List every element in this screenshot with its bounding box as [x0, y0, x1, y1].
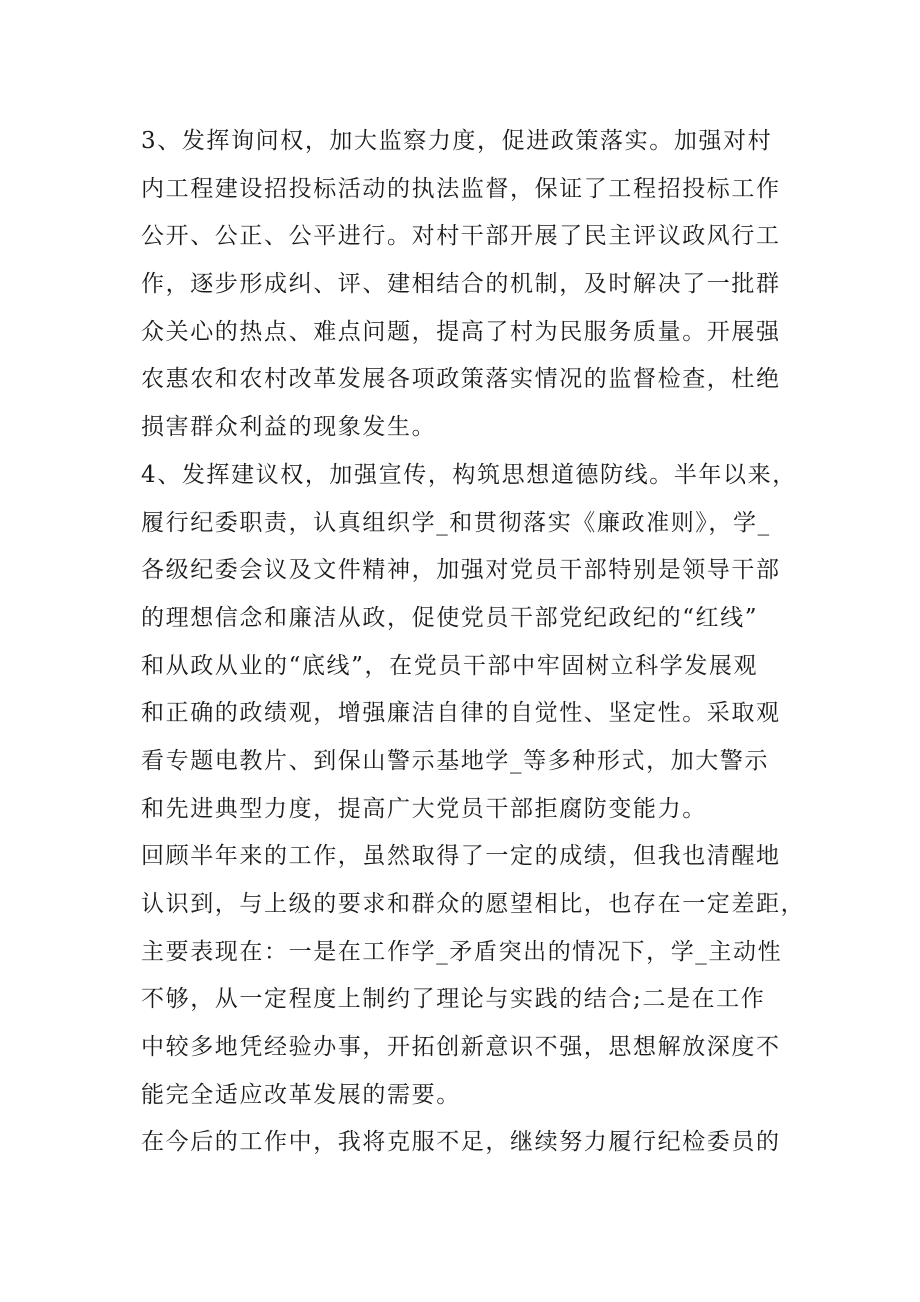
text-line: 3、发挥询问权，加大监察力度，促进政策落实。加强对村 [141, 128, 773, 154]
text-line: 各级纪委会议及文件精神，加强对党员干部特别是领导干部 [141, 557, 781, 584]
text-line: 认识到，与上级的要求和群众的愿望相比，也存在一定差距， [141, 891, 806, 917]
text-line: 能完全适应改革发展的需要。 [141, 1081, 461, 1108]
text-line: 农惠农和农村改革发展各项政策落实情况的监督检查，杜绝 [141, 366, 781, 393]
text-line: 4、发挥建议权，加强宣传，构筑思想道德防线。半年以来， [141, 461, 797, 488]
text-line: 和正确的政绩观，增强廉洁自律的自觉性、坚定性。采取观 [141, 700, 781, 727]
text-line: 看专题电教片、到保山警示基地学_等多种形式，加大警示 [141, 747, 770, 774]
text-line: 损害群众利益的现象发生。 [141, 414, 437, 441]
text-line: 内工程建设招投标活动的执法监督，保证了工程招投标工作 [141, 175, 781, 202]
text-line: 中较多地凭经验办事，开拓创新意识不强，思想解放深度不 [141, 1034, 781, 1061]
text-line: 公开、公正、公平进行。对村干部开展了民主评议政风行工 [141, 223, 781, 250]
text-line: 和从政从业的“底线”，在党员干部中牢固树立科学发展观 [141, 652, 759, 679]
text-line: 的理想信念和廉洁从政，促使党员干部党纪政纪的“红线” [141, 604, 759, 631]
text-line: 在今后的工作中，我将克服不足，继续努力履行纪检委员的 [141, 1129, 781, 1156]
text-line: 众关心的热点、难点问题，提高了村为民服务质量。开展强 [141, 318, 781, 345]
text-line: 履行纪委职责，认真组织学_和贯彻落实《廉政准则》，学_ [141, 509, 771, 536]
text-line: 不够，从一定程度上制约了理论与实践的结合;二是在工作 [141, 986, 766, 1013]
text-line: 作，逐步形成纠、评、建相结合的机制，及时解决了一批群 [141, 271, 781, 298]
text-line: 主要表现在：一是在工作学_矛盾突出的情况下，学_主动性 [141, 938, 783, 965]
document-body [141, 118, 806, 1167]
text-line: 回顾半年来的工作，虽然取得了一定的成绩，但我也清醒地 [141, 843, 781, 870]
text-line: 和先进典型力度，提高广大党员干部拒腐防变能力。 [141, 795, 707, 822]
